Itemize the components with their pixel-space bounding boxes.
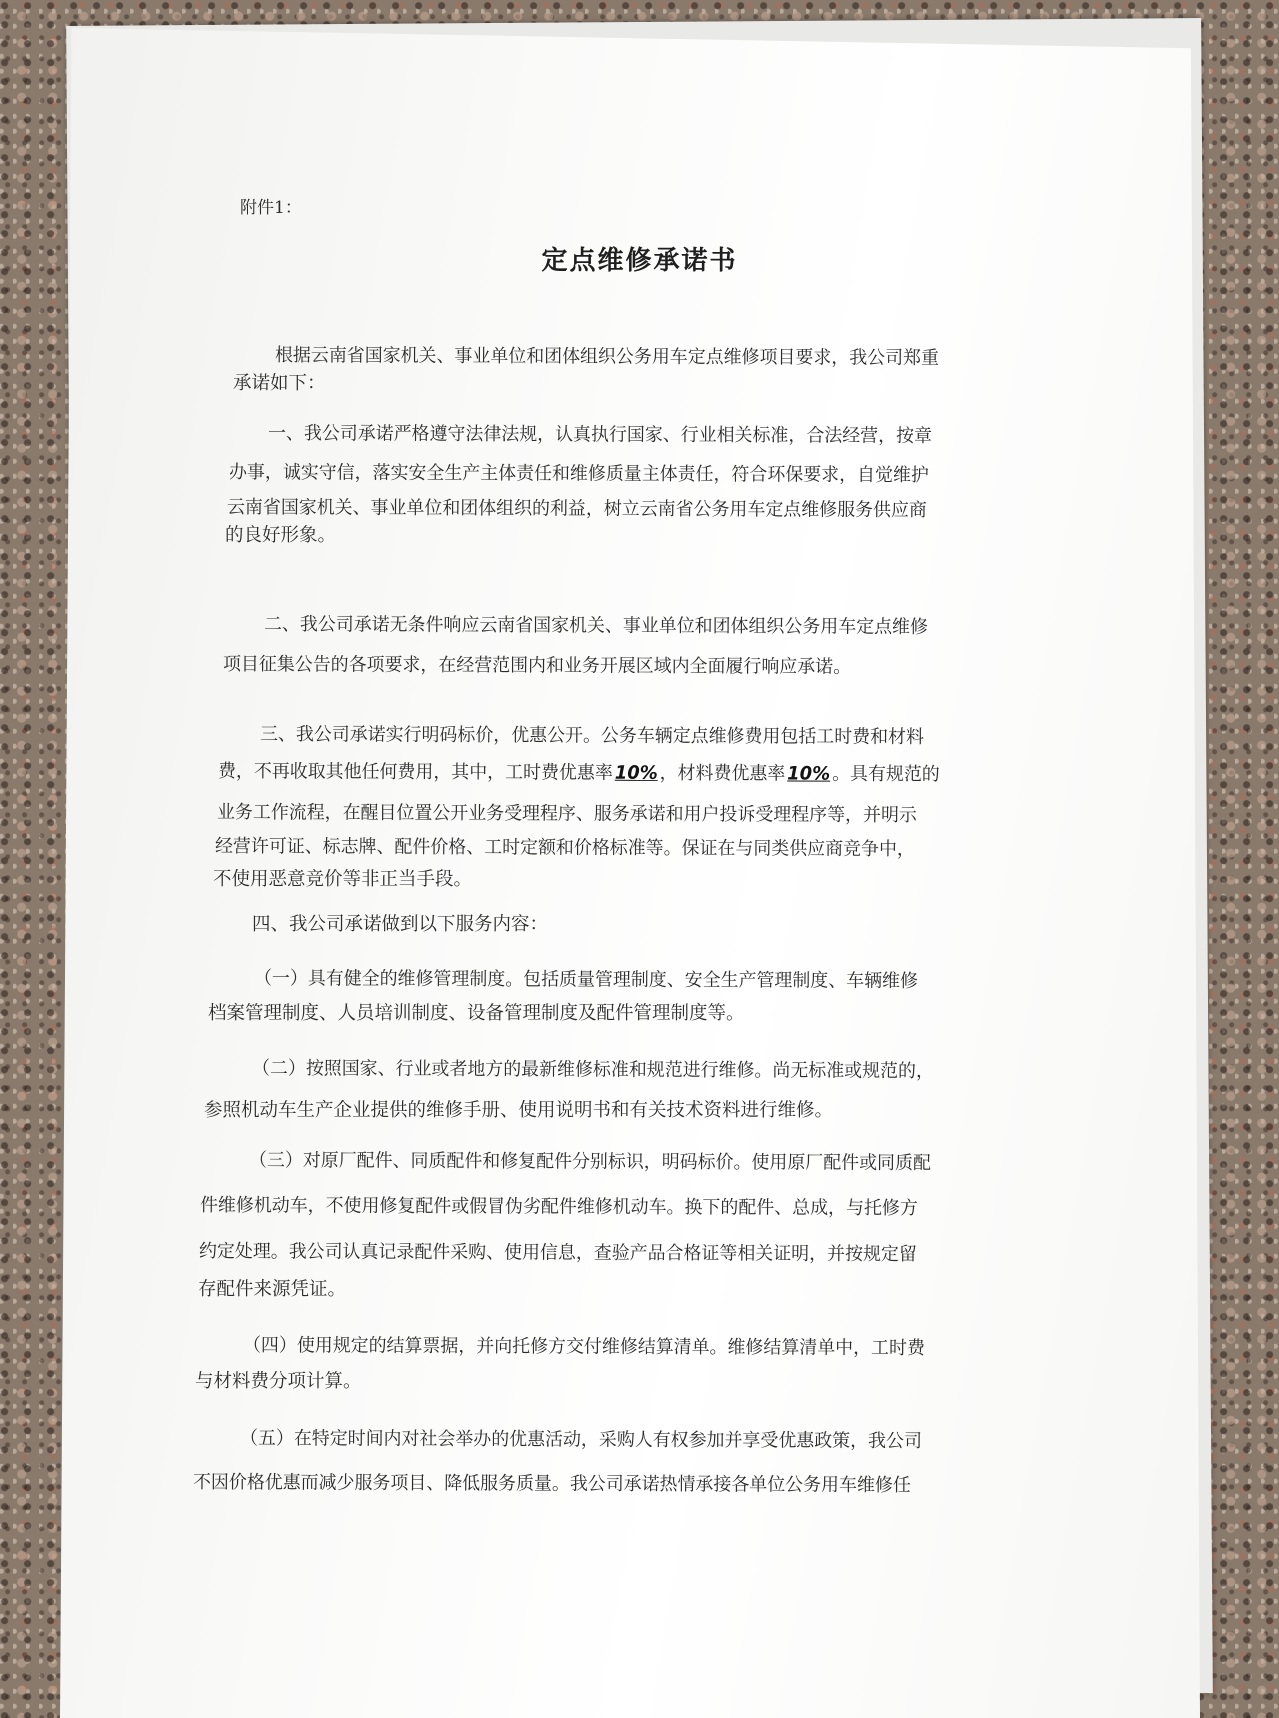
paragraph-line: 档案管理制度、人员培训制度、设备管理制度及配件管理制度等。 <box>208 1003 745 1024</box>
paragraph-line: （四）使用规定的结算票据，并向托修方交付维修结算清单。维修结算清单中，工时费 <box>242 1335 925 1359</box>
labor-discount-rate: 10% <box>614 762 658 784</box>
paragraph-line: 不使用恶意竞价等非正当手段。 <box>213 869 473 890</box>
paragraph-line: 项目征集公告的各项要求，在经营范围内和业务开展区域内全面履行响应承诺。 <box>222 654 852 678</box>
paragraph-line: （五）在特定时间内对社会举办的优惠活动，采购人有权参加并享受优惠政策，我公司 <box>239 1428 922 1452</box>
paragraph-line: 存配件来源凭证。 <box>198 1279 347 1300</box>
paragraph-line: 经营许可证、标志牌、配件价格、工时定额和价格标准等。保证在与同类供应商竞争中， <box>214 836 915 861</box>
discount-text: 。具有规范的 <box>832 763 940 786</box>
paragraph-line: 件维修机动车，不使用修复配件或假冒伪劣配件维修机动车。换下的配件、总成，与托修方 <box>199 1195 918 1220</box>
paragraph-line: 业务工作流程，在醒目位置公开业务受理程序、服务承诺和用户投诉受理程序等，并明示 <box>216 802 917 827</box>
paragraph-line: （二）按照国家、行业或者地方的最新维修标准和规范进行维修。尚无标准或规范的， <box>251 1058 934 1082</box>
paragraph-line: 的良好形象。 <box>225 525 337 546</box>
paragraph-line: 云南省国家机关、事业单位和团体组织的利益，树立云南省公务用车定点维修服务供应商 <box>226 497 927 522</box>
paragraph-line: （一）具有健全的维修管理制度。包括质量管理制度、安全生产管理制度、车辆维修 <box>253 968 919 992</box>
paragraph-line: 约定处理。我公司认真记录配件采购、使用信息，查验产品合格证等相关证明，并按规定留 <box>198 1241 917 1266</box>
document-title: 定点维修承诺书 <box>541 246 738 276</box>
paragraph-line: 参照机动车生产企业提供的维修手册、使用说明书和有关技术资料进行维修。 <box>204 1100 834 1121</box>
paragraph-line: 根据云南省国家机关、事业单位和团体组织公务用车定点维修项目要求，我公司郑重 <box>274 345 940 369</box>
attachment-label: 附件1： <box>240 198 302 218</box>
discount-line <box>218 758 940 789</box>
discount-text: 费，不再收取其他任何费用，其中，工时费优惠率 <box>217 761 613 784</box>
paragraph-line: 二、我公司承诺无条件响应云南省国家机关、事业单位和团体组织公务用车定点维修 <box>263 614 929 638</box>
paragraph-line: 四、我公司承诺做到以下服务内容： <box>252 914 549 935</box>
paragraph-line: 三、我公司承诺实行明码标价，优惠公开。公务车辆定点维修费用包括工时费和材料 <box>259 724 925 748</box>
paragraph-line: 承诺如下： <box>233 373 326 394</box>
discount-text: ，材料费优惠率 <box>659 762 786 785</box>
paragraph-line: （三）对原厂配件、同质配件和修复配件分别标识，明码标价。使用原厂配件或同质配 <box>248 1150 931 1174</box>
material-discount-rate: 10% <box>787 763 831 785</box>
paragraph-line: 不因价格优惠而减少服务项目、降低服务质量。我公司承诺热情承接各单位公务用车维修任 <box>192 1472 911 1497</box>
paragraph-line: 一、我公司承诺严格遵守法律法规，认真执行国家、行业相关标准，合法经营，按章 <box>267 423 933 447</box>
paragraph-line: 办事，诚实守信，落实安全生产主体责任和维修质量主体责任，符合环保要求，自觉维护 <box>228 462 929 487</box>
paragraph-line: 与材料费分项计算。 <box>195 1371 362 1392</box>
